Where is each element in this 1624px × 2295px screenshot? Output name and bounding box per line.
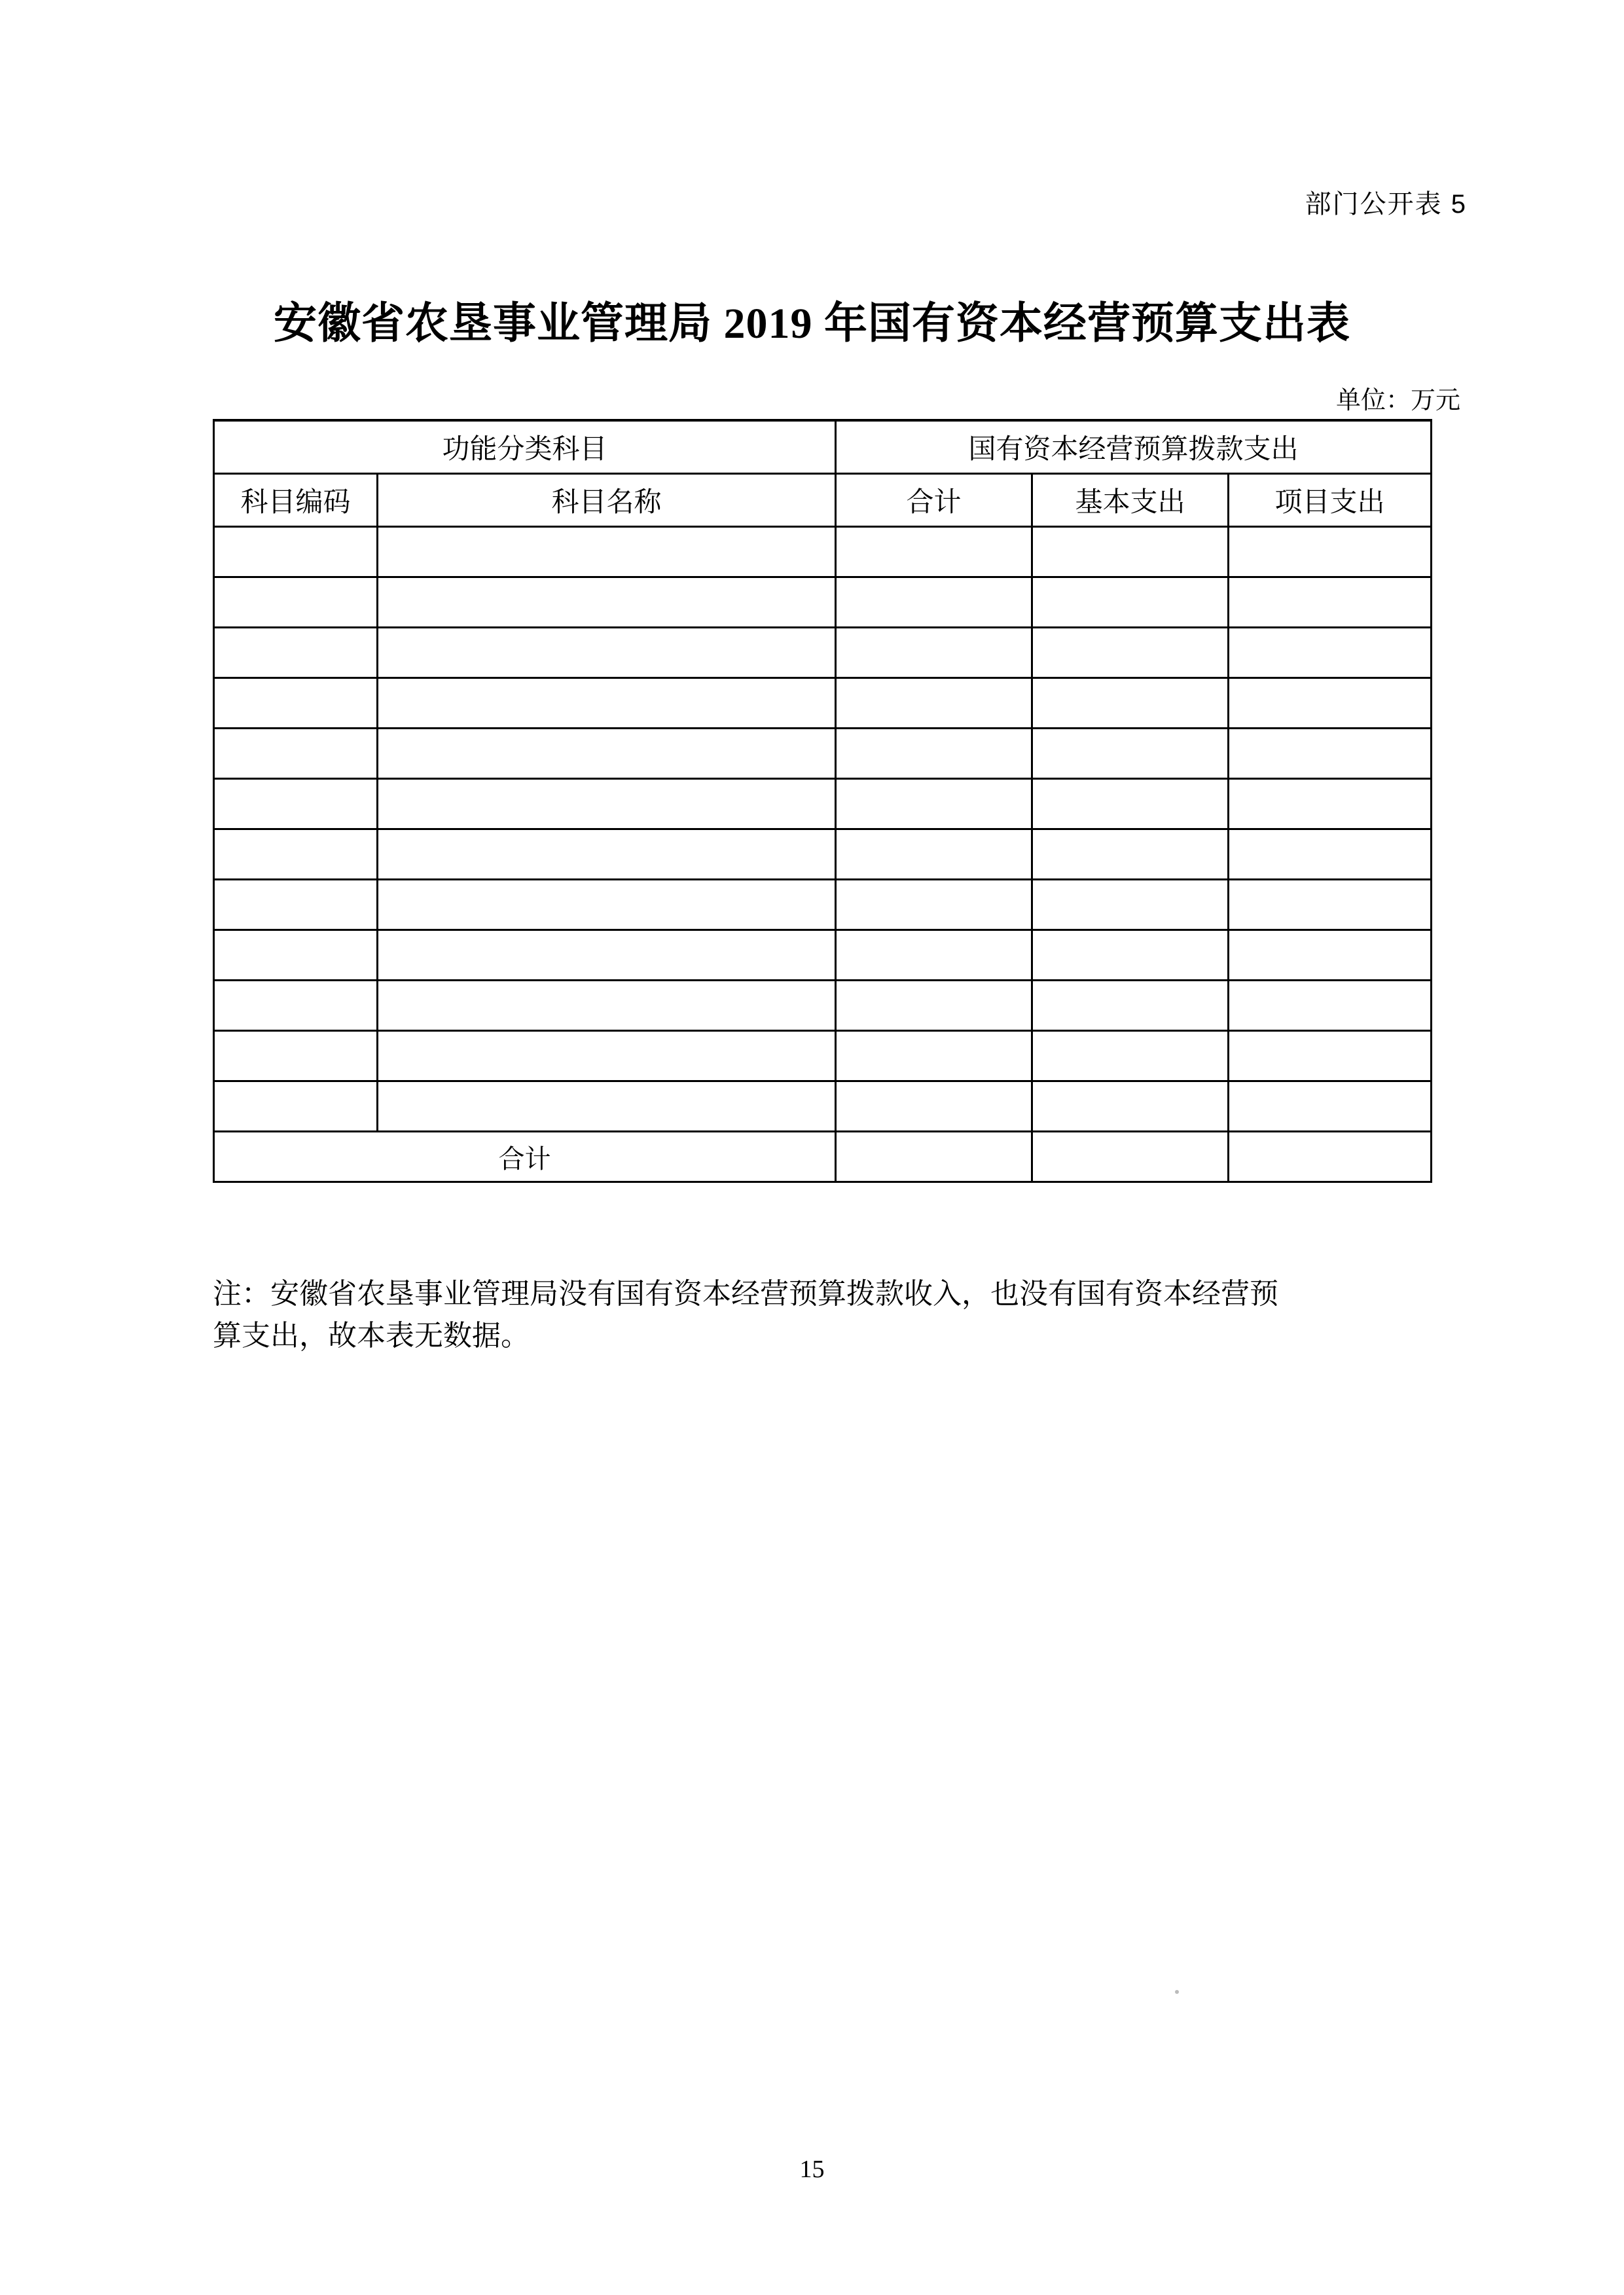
cell-subject-name [378, 930, 836, 981]
cell-basic [1032, 1031, 1229, 1081]
table-note [213, 1273, 1443, 1357]
cell-total [836, 527, 1032, 577]
cell-total [836, 981, 1032, 1031]
cell-basic [1032, 930, 1229, 981]
budget-table [213, 419, 1432, 1183]
table-row [214, 829, 1432, 880]
cell-basic [1032, 527, 1229, 577]
cell-total [836, 577, 1032, 628]
cell-total [836, 678, 1032, 729]
budget-table-container [213, 419, 1430, 1183]
cell-subject-name [378, 981, 836, 1031]
cell-subject-name [378, 678, 836, 729]
cell-subject-name [378, 1031, 836, 1081]
table-row [214, 981, 1432, 1031]
cell-subject-code [214, 880, 378, 930]
cell-basic [1032, 577, 1229, 628]
total-row-label: 合计 [214, 1132, 836, 1182]
cell-subject-name [378, 729, 836, 779]
table-row [214, 930, 1432, 981]
cell-project [1229, 628, 1432, 678]
total-row-project [1229, 1132, 1432, 1182]
cell-total [836, 1081, 1032, 1132]
cell-subject-code [214, 628, 378, 678]
cell-project [1229, 527, 1432, 577]
table-row [214, 1031, 1432, 1081]
cell-project [1229, 779, 1432, 829]
cell-basic [1032, 628, 1229, 678]
table-row [214, 678, 1432, 729]
page-number: 15 [799, 2156, 825, 2183]
column-header-project-expenditure: 项目支出 [1229, 474, 1432, 527]
cell-subject-code [214, 1081, 378, 1132]
cell-total [836, 829, 1032, 880]
cell-project [1229, 930, 1432, 981]
cell-subject-code [214, 577, 378, 628]
table-row [214, 729, 1432, 779]
cell-basic [1032, 729, 1229, 779]
group-header-state-capital-expenditure: 国有资本经营预算拨款支出 [836, 420, 1432, 474]
table-total-row [214, 1132, 1432, 1182]
cell-total [836, 729, 1032, 779]
cell-basic [1032, 981, 1229, 1031]
cell-basic [1032, 779, 1229, 829]
table-column-header-row [214, 474, 1432, 527]
table-row [214, 779, 1432, 829]
cell-subject-name [378, 577, 836, 628]
table-row [214, 527, 1432, 577]
column-header-subject-code: 科目编码 [214, 474, 378, 527]
column-header-total: 合计 [836, 474, 1032, 527]
cell-subject-code [214, 1031, 378, 1081]
form-number-label: 部门公开表 5 [1305, 190, 1467, 219]
cell-basic [1032, 880, 1229, 930]
cell-subject-name [378, 527, 836, 577]
cell-project [1229, 1081, 1432, 1132]
cell-project [1229, 880, 1432, 930]
cell-subject-code [214, 678, 378, 729]
table-note-line-1: 注：安徽省农垦事业管理局没有国有资本经营预算拨款收入，也没有国有资本经营预 [213, 1278, 1278, 1310]
page-title: 安徽省农垦事业管理局 2019 年国有资本经营预算支出表 [274, 300, 1350, 348]
cell-project [1229, 678, 1432, 729]
table-row [214, 577, 1432, 628]
cell-basic [1032, 829, 1229, 880]
cell-subject-name [378, 779, 836, 829]
cell-total [836, 880, 1032, 930]
cell-subject-code [214, 527, 378, 577]
cell-total [836, 628, 1032, 678]
column-header-subject-name: 科目名称 [378, 474, 836, 527]
cell-subject-code [214, 981, 378, 1031]
cell-subject-name [378, 829, 836, 880]
group-header-function-category: 功能分类科目 [214, 420, 836, 474]
cell-total [836, 930, 1032, 981]
cell-subject-name [378, 1081, 836, 1132]
cell-project [1229, 981, 1432, 1031]
table-row [214, 628, 1432, 678]
total-row-basic [1032, 1132, 1229, 1182]
column-header-basic-expenditure: 基本支出 [1032, 474, 1229, 527]
cell-total [836, 779, 1032, 829]
cell-project [1229, 577, 1432, 628]
cell-basic [1032, 678, 1229, 729]
cell-subject-code [214, 829, 378, 880]
cell-subject-code [214, 930, 378, 981]
scan-artifact-dot [1175, 1990, 1179, 1994]
table-group-header-row [214, 420, 1432, 474]
cell-subject-code [214, 729, 378, 779]
total-row-total [836, 1132, 1032, 1182]
unit-label: 单位：万元 [1335, 387, 1460, 414]
table-row [214, 1081, 1432, 1132]
cell-subject-name [378, 880, 836, 930]
cell-total [836, 1031, 1032, 1081]
cell-subject-code [214, 779, 378, 829]
cell-subject-name [378, 628, 836, 678]
table-row [214, 880, 1432, 930]
cell-project [1229, 829, 1432, 880]
table-note-line-2: 算支出，故本表无数据。 [213, 1319, 530, 1352]
cell-basic [1032, 1081, 1229, 1132]
cell-project [1229, 1031, 1432, 1081]
cell-project [1229, 729, 1432, 779]
